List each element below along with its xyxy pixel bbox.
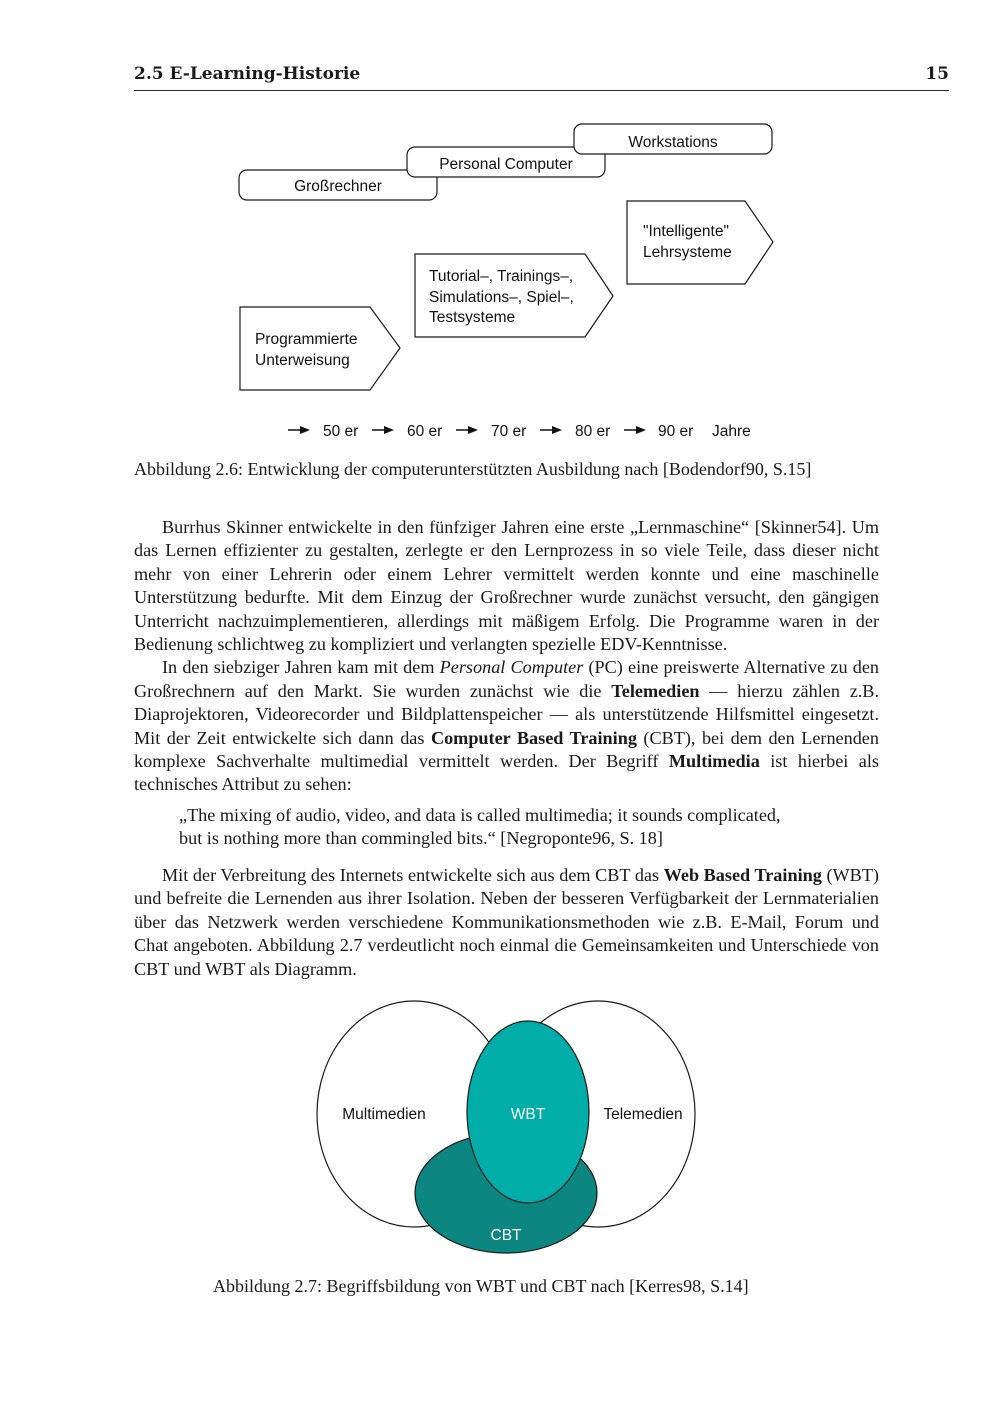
term-wbt: Web Based Training <box>663 865 822 885</box>
section-title: 2.5 E-Learning-Historie <box>134 64 361 84</box>
platform-label-grossrechner: Großrechner <box>294 178 382 195</box>
emphasis-personal-computer: Personal Computer <box>439 657 584 678</box>
timeline-arrow-icon <box>540 426 562 434</box>
body-text-2 <box>134 864 879 981</box>
figure-venn-diagram <box>310 1000 710 1260</box>
paragraph-1: Burrhus Skinner entwickelte in den fünfziger Jahren eine erste „Lernmaschine“ [Skinner54]. Um das Lernen effizienter zu gestalten, zerlegte er den Lernprozess in so viele Teile, dass dieser nicht mehr von einer Lehrerin oder einem Lehrer vermittelt werden konnte und eine maschinelle Unterstützung bedurfte. Mit dem Einzug der Großrechner wurde zunächst versucht, den gängigen Unterricht nachzuimplementieren, allerdings mit mäßigem Erfolg. Die Programme waren in der Bedienung schlichtweg zu kompliziert und verlangten spezielle EDV-Kenntnisse. <box>134 517 879 655</box>
system-label-2-line2: Simulations–, Spiel–, <box>429 289 574 306</box>
system-label-3-line1: "Intelligente" <box>643 223 729 240</box>
figure1-caption: Abbildung 2.6: Entwicklung der computerunterstützten Ausbildung nach [Bodendorf90, S.15] <box>134 459 812 479</box>
timeline-label-90: 90 er <box>658 423 694 440</box>
timeline-arrow-icon <box>456 426 478 434</box>
venn-label-cbt: CBT <box>490 1227 522 1244</box>
venn-label-wbt: WBT <box>510 1106 546 1123</box>
figure-timeline-diagram <box>230 118 790 448</box>
system-label-3-line2: Lehrsysteme <box>643 244 732 261</box>
figure2-caption: Abbildung 2.7: Begriffsbildung von WBT und CBT nach [Kerres98, S.14] <box>213 1276 749 1296</box>
timeline-label-60: 60 er <box>407 423 443 440</box>
quote-line-1: „The mixing of audio, video, and data is called multimedia; it sounds complicated, <box>179 805 781 825</box>
system-label-2-line3: Testsysteme <box>429 309 516 326</box>
timeline-arrow-icon <box>288 426 310 434</box>
venn-label-telemedien: Telemedien <box>603 1106 683 1123</box>
platform-label-pc: Personal Computer <box>439 156 573 173</box>
timeline-label-50: 50 er <box>323 423 359 440</box>
body-text-1 <box>134 516 879 797</box>
system-label-1-line2: Unterweisung <box>255 352 350 369</box>
timeline-label-70: 70 er <box>491 423 527 440</box>
timeline-label-80: 80 er <box>575 423 611 440</box>
quote-line-2: but is nothing more than commingled bits.“ [Negroponte96, S. 18] <box>179 828 663 849</box>
system-label-1-line1: Programmierte <box>255 331 358 348</box>
term-cbt: Computer Based Training <box>430 727 637 748</box>
system-arrow-1 <box>240 307 400 390</box>
term-multimedia: Multimedia <box>668 751 760 772</box>
system-label-2-line1: Tutorial–, Trainings–, <box>429 268 574 285</box>
blockquote <box>179 804 879 851</box>
page-number: 15 <box>925 64 949 84</box>
platform-label-workstations: Workstations <box>628 134 718 151</box>
timeline-label-jahre: Jahre <box>712 423 751 440</box>
timeline-arrow-icon <box>624 426 646 434</box>
term-telemedien: Telemedien <box>611 680 700 701</box>
timeline-arrow-icon <box>372 426 394 434</box>
paragraph-2: In den siebziger Jahren kam mit dem Personal Computer (PC) eine preiswerte Alternative zu den Großrechnern auf den Markt. Sie wurden zunächst wie die Telemedien — hierzu zählen z.B. Diaprojektoren, Videorecorder und Bildplattenspeicher — als unterstützende Hilfsmittel eingesetzt. Mit der Zeit entwickelte sich dann das Computer Based Training (CBT), bei dem den Lernenden komplexe Sachverhalte multimedial vermittelt werden. Der Begriff Multimedia ist hierbei als technisches Attribut zu sehen: <box>134 657 880 795</box>
system-arrow-3 <box>627 201 773 284</box>
page-header <box>134 64 949 91</box>
venn-label-multimedien: Multimedien <box>342 1106 426 1123</box>
paragraph-3: Mit der Verbreitung des Internets entwickelte sich aus dem CBT das Web Based Training (WBT) und befreite die Lernenden aus ihrer Isolation. Neben der besseren Verfügbarkeit der Lernmaterialien über das Netzwerk werden verschiedene Kommunikationsmethoden wie z.B. E-Mail, Forum und Chat angeboten. Abbildung 2.7 verdeutlicht noch einmal die Gemeinsamkeiten und Unterschiede von CBT und WBT als Diagramm. <box>134 865 879 979</box>
